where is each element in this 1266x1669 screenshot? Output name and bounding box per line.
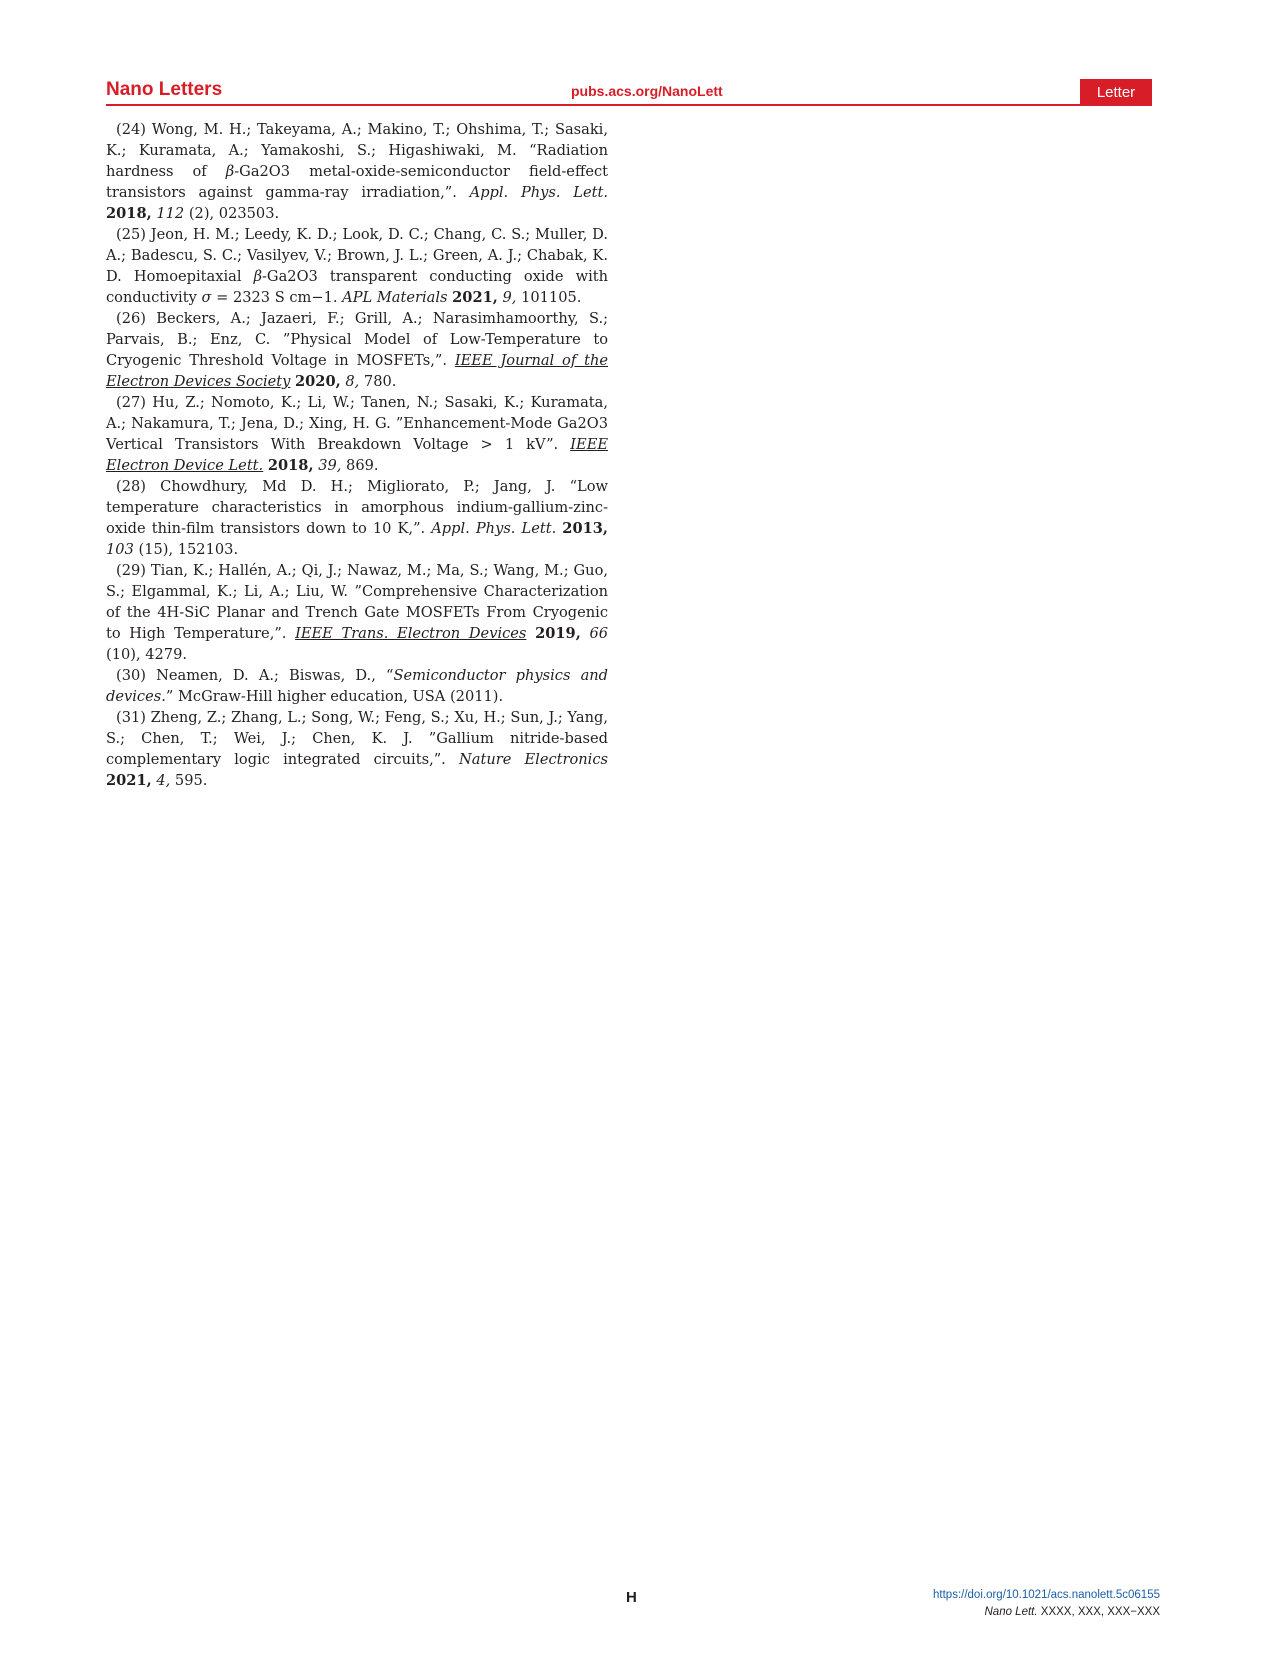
reference-pages: (15), 152103. <box>138 541 239 558</box>
sigma-symbol: σ <box>201 289 212 306</box>
reference-volume: 8, <box>345 373 360 390</box>
reference-pages: (2), 023503. <box>188 205 280 222</box>
reference-journal: Appl. Phys. Lett. <box>431 520 557 537</box>
reference-title: ”Comprehensive Characterization of the 4H-SiC Planar and Trench Gate MOSFETs From Cryogenic to High Temperature,”. <box>106 583 609 642</box>
reference-pages: 595. <box>174 772 208 789</box>
reference-25 <box>106 224 608 308</box>
reference-pages: 869. <box>346 457 379 474</box>
reference-year: 2021, <box>106 772 152 789</box>
doi-link[interactable]: https://doi.org/10.1021/acs.nanolett.5c06155 <box>933 1589 1160 1601</box>
reference-26 <box>106 308 608 392</box>
reference-title: ”Gallium nitride-based complementary logic integrated circuits,”. <box>106 730 608 768</box>
reference-year: 2020, <box>295 373 341 390</box>
citation-journal: Nano Lett. <box>984 1606 1038 1618</box>
reference-number: (31) <box>116 709 146 726</box>
beta-symbol: β <box>253 268 262 285</box>
reference-volume: 4, <box>156 772 171 789</box>
reference-title: -Ga2O3 metal-oxide-semiconductor field-effect transistors against gamma-ray irradiation,”. <box>106 163 608 201</box>
reference-authors: Tian, K.; Hallén, A.; Qi, J.; Nawaz, M.; Ma, S.; Wang, M.; Guo, S.; Elgammal, K.; Li, A.; Liu, W. <box>106 562 608 600</box>
reference-list <box>106 119 608 791</box>
reference-title: Semiconductor physics and devices. <box>106 667 609 705</box>
reference-title: “Low temperature characteristics in amorphous indium-gallium-zinc-oxide thin-film transistors down to 10 K,”. <box>106 478 609 537</box>
reference-authors: Neamen, D. A.; Biswas, D., <box>156 667 376 684</box>
reference-title: -Ga2O3 transparent conducting oxide with conductivity <box>106 268 608 306</box>
reference-28 <box>106 476 608 560</box>
reference-volume: 112 <box>156 205 185 222</box>
beta-symbol: β <box>225 163 235 180</box>
reference-authors: Zheng, Z.; Zhang, L.; Song, W.; Feng, S.; Xu, H.; Sun, J.; Yang, S.; Chen, T.; Wei, J.; Chen, K. J. <box>106 709 609 747</box>
reference-pages: (10), 4279. <box>106 646 188 663</box>
quote-mark: ” <box>165 688 174 705</box>
reference-number: (25) <box>116 226 146 243</box>
reference-31 <box>106 707 608 791</box>
reference-30 <box>106 665 608 707</box>
reference-pages: 780. <box>363 373 397 390</box>
reference-authors: Beckers, A.; Jazaeri, F.; Grill, A.; Narasimhamoorthy, S.; Parvais, B.; Enz, C. <box>106 310 608 348</box>
reference-year: 2013, <box>562 520 608 537</box>
reference-volume: 9, <box>502 289 517 306</box>
reference-volume: 103 <box>106 541 134 558</box>
reference-year: 2021, <box>452 289 498 306</box>
reference-number: (29) <box>116 562 146 579</box>
reference-year: 2018, <box>267 457 314 474</box>
reference-title: “Radiation hardness of <box>106 142 608 180</box>
reference-year: 2018, <box>106 205 152 222</box>
reference-pages: 101105. <box>521 289 582 306</box>
footer-citation <box>985 1606 1161 1618</box>
reference-title: = 2323 S cm−1. <box>211 289 338 306</box>
reference-journal[interactable]: IEEE Electron Device Lett. <box>106 436 609 474</box>
reference-number: (28) <box>116 478 146 495</box>
reference-authors: Hu, Z.; Nomoto, K.; Li, W.; Tanen, N.; Sasaki, K.; Kuramata, A.; Nakamura, T.; Jena, D.; Xing, H. G. <box>106 394 608 432</box>
reference-number: (26) <box>116 310 146 327</box>
reference-year: 2019, <box>535 625 581 642</box>
reference-27 <box>106 392 608 476</box>
quote-mark: “ <box>385 667 394 684</box>
reference-number: (27) <box>116 394 146 411</box>
page-number: H <box>626 1589 637 1606</box>
reference-title: ”Physical Model of Low-Temperature to Cryogenic Threshold Voltage in MOSFETs,”. <box>106 331 608 369</box>
reference-29 <box>106 560 608 665</box>
reference-number: (24) <box>116 121 146 138</box>
reference-volume: 66 <box>589 625 609 642</box>
reference-journal[interactable]: IEEE Trans. Electron Devices <box>295 625 527 642</box>
reference-volume: 39, <box>318 457 342 474</box>
reference-authors: Jeon, H. M.; Leedy, K. D.; Look, D. C.; Chang, C. S.; Muller, D. A.; Badescu, S. C.; Vasilyev, V.; Brown, J. L.; Green, A. J.; Chabak, K. D. <box>106 226 609 285</box>
reference-title: Homoepitaxial <box>133 268 254 285</box>
reference-title: ”Enhancement-Mode Ga2O3 Vertical Transistors With Breakdown Voltage > 1 kV”. <box>106 415 608 453</box>
reference-number: (30) <box>116 667 146 684</box>
page-header <box>0 0 1266 110</box>
reference-journal: APL Materials <box>342 289 448 306</box>
reference-journal: Appl. Phys. Lett. <box>469 184 609 201</box>
reference-journal[interactable]: IEEE Journal of the Electron Devices Society <box>106 352 608 390</box>
reference-journal: Nature Electronics <box>458 751 608 768</box>
reference-publisher: McGraw-Hill higher education, USA (2011). <box>177 688 504 705</box>
journal-url[interactable]: pubs.acs.org/NanoLett <box>571 83 723 99</box>
header-rule <box>106 104 1152 106</box>
reference-authors: Wong, M. H.; Takeyama, A.; Makino, T.; Ohshima, T.; Sasaki, K.; Kuramata, A.; Yamakoshi, S.; Higashiwaki, M. <box>106 121 608 159</box>
citation-details: XXXX, XXX, XXX−XXX <box>1040 1606 1160 1618</box>
reference-24 <box>106 119 608 224</box>
journal-title: Nano Letters <box>106 79 223 100</box>
article-type-badge: Letter <box>1080 79 1152 105</box>
reference-authors: Chowdhury, Md D. H.; Migliorato, P.; Jang, J. <box>160 478 556 495</box>
